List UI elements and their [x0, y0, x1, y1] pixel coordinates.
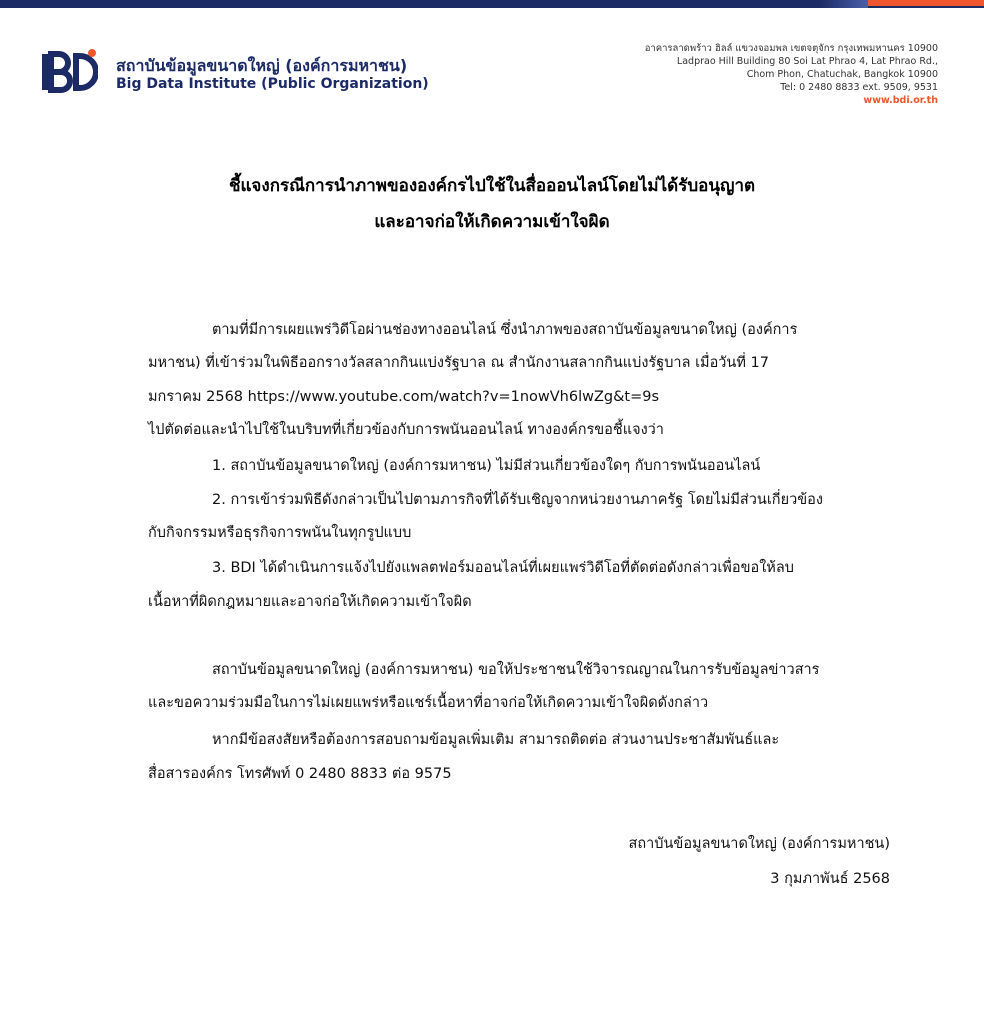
body-line: ตามที่มีการเผยแพร่วิดีโอผ่านช่องทางออนไลน์ ซึ่งนำภาพของสถาบันข้อมูลขนาดใหญ่ (องค์การ	[212, 322, 798, 338]
top-bar-gradient	[820, 0, 868, 8]
top-bar-orange	[868, 0, 984, 6]
website-link[interactable]: www.bdi.or.th	[863, 95, 938, 106]
org-name-thai: สถาบันข้อมูลขนาดใหญ่ (องค์การมหาชน)	[116, 56, 408, 75]
clarification-item-3-cont: เนื้อหาที่ผิดกฎหมายและอาจก่อให้เกิดความเข้าใจผิด	[148, 594, 472, 610]
body-line-with-link[interactable]: มกราคม 2568 https://www.youtube.com/watch?v=1nowVh6lwZg&t=9s	[148, 389, 660, 405]
top-color-bar	[0, 0, 984, 8]
address-line: Chom Phon, Chatuchak, Bangkok 10900	[746, 69, 938, 80]
clarification-item-3: 3. BDI ได้ดำเนินการแจ้งไปยังแพลตฟอร์มออนไลน์ที่เผยแพร่วิดีโอที่ตัดต่อดังกล่าวเพื่อขอให้ลบ	[212, 560, 794, 576]
body-line: มหาชน) ที่เข้าร่วมในพิธีออกรางวัลสลากกินแบ่งรัฐบาล ณ สำนักงานสลากกินแบ่งรัฐบาล เมื่อวันที่ 17	[148, 355, 769, 371]
body-line: สถาบันข้อมูลขนาดใหญ่ (องค์การมหาชน) ขอให้ประชาชนใช้วิจารณญาณในการรับข้อมูลข่าวสาร	[212, 662, 820, 678]
clarification-item-2: 2. การเข้าร่วมพิธีดังกล่าวเป็นไปตามภารกิจที่ได้รับเชิญจากหน่วยงานภาครัฐ โดยไม่มีส่วนเกี่ยวข้อง	[212, 492, 823, 508]
contact-phone-line: สื่อสารองค์กร โทรศัพท์ 0 2480 8833 ต่อ 9575	[148, 766, 452, 782]
address-line: อาคารลาดพร้าว ฮิลล์ แขวงจอมพล เขตจตุจักร กรุงเทพมหานคร 10900	[644, 43, 938, 54]
document-title-line-2: และอาจก่อให้เกิดความเข้าใจผิด	[374, 212, 610, 232]
clarification-item-2-cont: กับกิจกรรมหรือธุรกิจการพนันในทุกรูปแบบ	[148, 525, 412, 541]
bdi-logo-icon	[42, 48, 98, 94]
phone-line: Tel: 0 2480 8833 ext. 9509, 9531	[780, 82, 938, 93]
signature-org: สถาบันข้อมูลขนาดใหญ่ (องค์การมหาชน)	[628, 836, 890, 852]
contact-line: หากมีข้อสงสัยหรือต้องการสอบถามข้อมูลเพิ่มเติม สามารถติดต่อ ส่วนงานประชาสัมพันธ์และ	[212, 732, 780, 748]
signature-date: 3 กุมภาพันธ์ 2568	[770, 871, 890, 887]
body-line: และขอความร่วมมือในการไม่เผยแพร่หรือแชร์เนื้อหาที่อาจก่อให้เกิดความเข้าใจผิดดังกล่าว	[148, 695, 709, 711]
address-line: Ladprao Hill Building 80 Soi Lat Phrao 4, Lat Phrao Rd.,	[676, 56, 938, 67]
document-title-line-1: ชี้แจงกรณีการนำภาพขององค์กรไปใช้ในสื่อออนไลน์โดยไม่ได้รับอนุญาต	[228, 176, 756, 196]
address-block	[645, 42, 938, 107]
body-line: ไปตัดต่อและนำไปใช้ในบริบทที่เกี่ยวข้องกับการพนันออนไลน์ ทางองค์กรขอชี้แจงว่า	[148, 422, 664, 438]
org-name-english: Big Data Institute (Public Organization)	[116, 76, 429, 92]
clarification-item-1: 1. สถาบันข้อมูลขนาดใหญ่ (องค์การมหาชน) ไม่มีส่วนเกี่ยวข้องใดๆ กับการพนันออนไลน์	[212, 458, 761, 474]
